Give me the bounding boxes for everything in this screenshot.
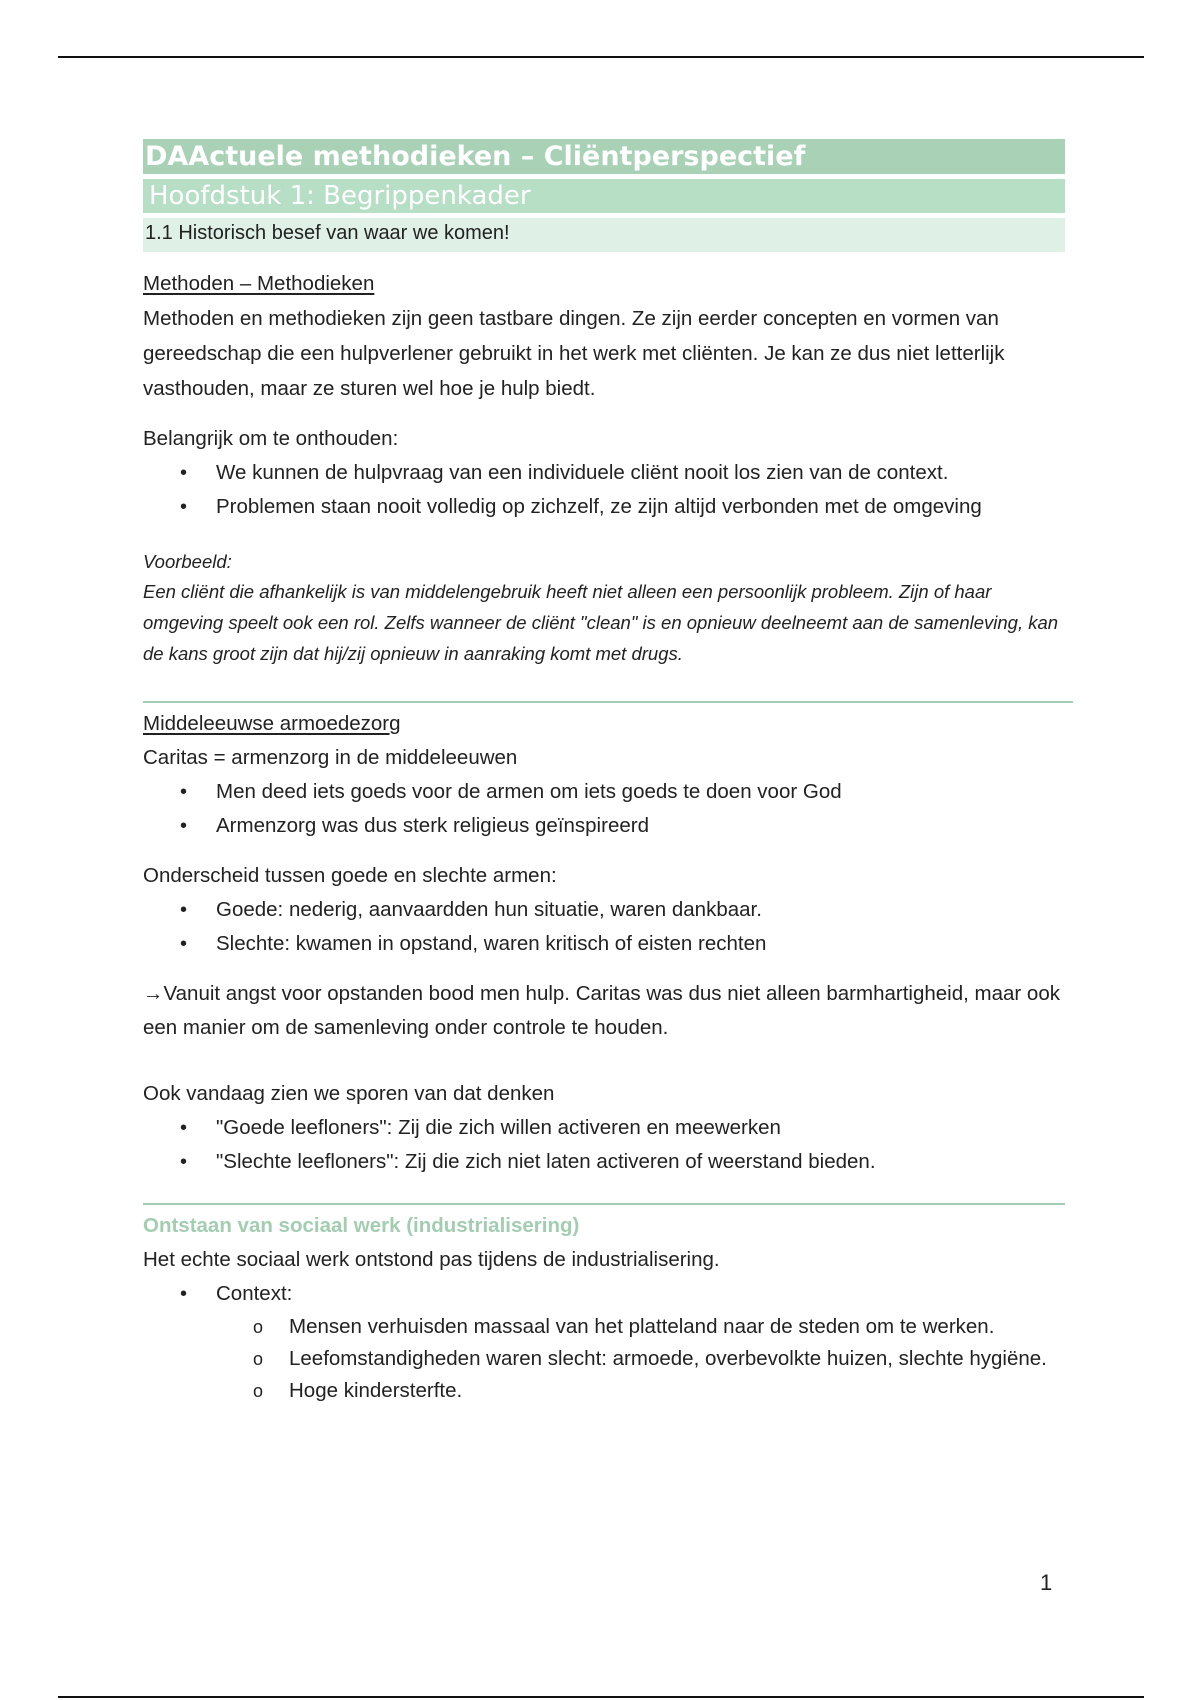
document-page bbox=[143, 139, 1065, 1407]
list-item: o Leefomstandigheden waren slecht: armoede, overbevolkte huizen, slechte hygiëne. bbox=[253, 1347, 1047, 1370]
arrow-conclusion: →Vanuit angst voor opstanden bood men hulp. Caritas was dus niet alleen barmhartigheid, maar ook een manier om de samenleving onder controle te houden. bbox=[143, 982, 1060, 1039]
list-item: • "Slechte leefloners": Zij die zich niet laten activeren of weerstand bieden. bbox=[180, 1150, 876, 1173]
caritas-definition: Caritas = armenzorg in de middeleeuwen bbox=[143, 746, 518, 769]
remember-intro: Belangrijk om te onthouden: bbox=[143, 427, 399, 450]
sociaal-werk-heading: Ontstaan van sociaal werk (industrialisering) bbox=[143, 1214, 580, 1237]
section-divider bbox=[143, 701, 1073, 703]
sociaal-werk-intro: Het echte sociaal werk ontstond pas tijdens de industrialisering. bbox=[143, 1248, 720, 1271]
list-item: • Problemen staan nooit volledig op zichzelf, ze zijn altijd verbonden met de omgeving bbox=[180, 495, 982, 518]
distinction-intro: Onderscheid tussen goede en slechte armen: bbox=[143, 864, 557, 887]
today-list bbox=[143, 1111, 1065, 1179]
document-title: DAActuele methodieken – Cliëntperspectief bbox=[143, 139, 1065, 174]
header-rule bbox=[58, 56, 1144, 58]
caritas-list bbox=[143, 775, 1065, 843]
remember-list bbox=[143, 456, 1065, 524]
list-item: • Slechte: kwamen in opstand, waren kritisch of eisten rechten bbox=[180, 932, 767, 955]
methoden-heading: Methoden – Methodieken bbox=[143, 272, 375, 295]
footer-rule bbox=[58, 1696, 1144, 1698]
example-text: Een cliënt die afhankelijk is van middelengebruik heeft niet alleen een persoonlijk probleem. Zijn of haar omgeving speelt ook een rol. Zelfs wanneer de cliënt "clean" is en opnieuw deelneemt aan de samenleving, kan de kans groot zijn dat hij/zij opnieuw in aanraking komt met drugs. bbox=[143, 581, 1059, 664]
list-item: • Goede: nederig, aanvaardden hun situatie, waren dankbaar. bbox=[180, 898, 762, 921]
list-item: • Armenzorg was dus sterk religieus geïnspireerd bbox=[180, 814, 649, 837]
list-item: • Men deed iets goeds voor de armen om iets goeds te doen voor God bbox=[180, 780, 842, 803]
example-label: Voorbeeld: bbox=[143, 551, 232, 572]
section-divider bbox=[143, 1203, 1065, 1205]
chapter-heading: Hoofdstuk 1: Begrippenkader bbox=[143, 179, 1065, 213]
distinction-list bbox=[143, 893, 1065, 961]
list-item: • Context: bbox=[180, 1282, 293, 1305]
middeleeuwen-heading: Middeleeuwse armoedezorg bbox=[143, 712, 401, 735]
today-intro: Ook vandaag zien we sporen van dat denken bbox=[143, 1082, 555, 1105]
methoden-paragraph: Methoden en methodieken zijn geen tastbare dingen. Ze zijn eerder concepten en vormen van gereedschap die een hulpverlener gebruikt in het werk met cliënten. Je kan ze dus niet letterlijk vasthouden, maar ze sturen wel hoe je hulp biedt. bbox=[143, 307, 1005, 400]
section-heading: 1.1 Historisch besef van waar we komen! bbox=[143, 218, 1065, 252]
list-item: • We kunnen de hulpvraag van een individuele cliënt nooit los zien van de context. bbox=[180, 461, 949, 484]
context-list bbox=[143, 1277, 1065, 1311]
context-sublist bbox=[143, 1311, 1065, 1407]
page-number: 1 bbox=[1040, 1570, 1053, 1595]
list-item: o Hoge kindersterfte. bbox=[253, 1379, 463, 1402]
list-item: • "Goede leefloners": Zij die zich willen activeren en meewerken bbox=[180, 1116, 781, 1139]
list-item: o Mensen verhuisden massaal van het platteland naar de steden om te werken. bbox=[253, 1315, 995, 1338]
